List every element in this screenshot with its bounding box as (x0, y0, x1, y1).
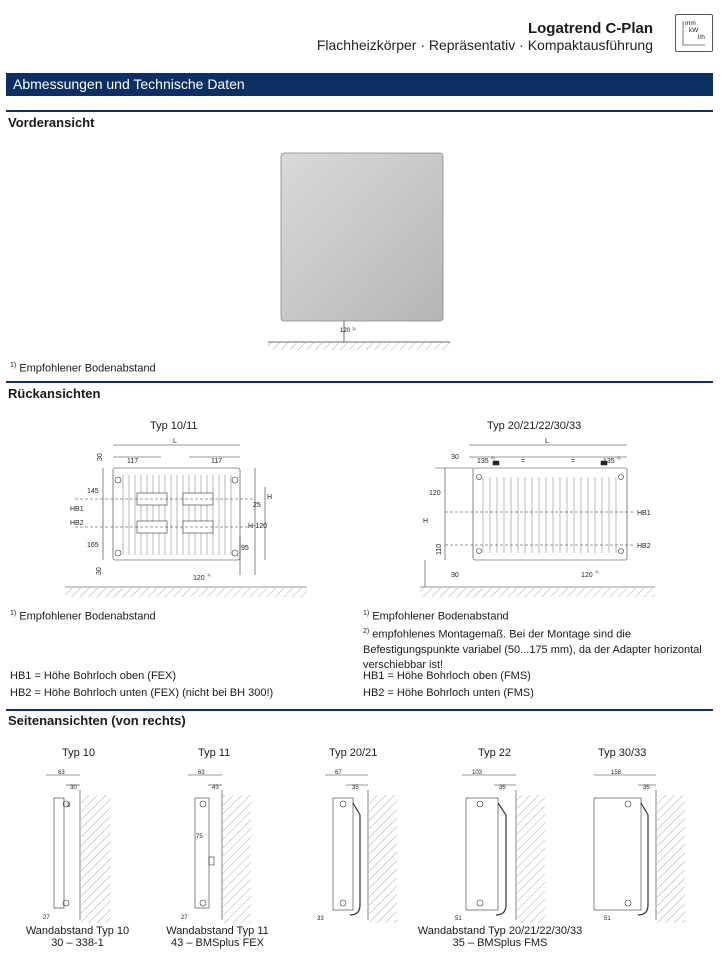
hb2-fms-note: HB2 = Höhe Bohrloch unten (FMS) (363, 687, 534, 699)
svg-text:27: 27 (43, 915, 50, 921)
side-caption-typ11: Wandabstand Typ 11 43 – BMSplus FEX (166, 925, 269, 949)
svg-text:H: H (267, 494, 273, 501)
svg-text:30: 30 (96, 567, 103, 575)
svg-text:75: 75 (196, 834, 203, 840)
svg-text:120: 120 (429, 490, 441, 497)
side-caption-typ20-33: Wandabstand Typ 20/21/22/30/33 35 – BMSplus FMS (417, 925, 583, 949)
rear-right-drawing (415, 435, 665, 605)
hb1-fex-note: HB1 = Höhe Bohrloch oben (FEX) (10, 670, 177, 682)
svg-text:35: 35 (643, 785, 650, 791)
svg-text:25: 25 (253, 502, 261, 509)
side-title-typ10: Typ 10 (62, 747, 96, 759)
side-view-drawings (0, 765, 725, 925)
svg-text:51: 51 (604, 916, 611, 922)
svg-text:103: 103 (472, 770, 483, 776)
side-title-typ3033: Typ 30/33 (598, 747, 647, 759)
svg-text:H-120: H-120 (248, 523, 268, 530)
side-caption-typ10: Wandabstand Typ 10 30 – 338-1 (25, 925, 130, 949)
svg-text:3: 3 (67, 803, 71, 809)
svg-text:30: 30 (451, 572, 459, 579)
section-banner: Abmessungen und Technische Daten (6, 73, 713, 96)
rear-left-footnote: $^{1)}$ Empfohlener Bodenabstand (10, 610, 156, 623)
front-floor-dim: 120 (340, 328, 351, 334)
rear-right-footnote-1: $^{1)}$ Empfohlener Bodenabstand (363, 610, 509, 623)
side-view-heading: Seitenansichten (von rechts) (8, 713, 186, 728)
svg-text:HB2: HB2 (637, 543, 651, 550)
svg-text:51: 51 (455, 916, 462, 922)
svg-text:117: 117 (211, 458, 223, 465)
svg-text:2): 2) (491, 455, 495, 460)
svg-text:43: 43 (212, 785, 219, 791)
side-title-typ2021: Typ 20/21 (329, 747, 378, 759)
rear-right-title: Typ 20/21/22/30/33 (487, 420, 582, 432)
rear-right-footnote-2: $^{2)}$ empfohlenes Montagemaß. Bei der Montage sind die Befestigungspunkte variabel (50...175 mm), da der Adapter horizontal verschiebbar ist! (363, 628, 702, 671)
units-arrow-icon (679, 21, 709, 49)
svg-text:67: 67 (335, 770, 342, 776)
product-subtitle: Flachheizkörper · Repräsentativ · Kompaktausführung (316, 37, 653, 53)
side-title-typ11: Typ 11 (198, 747, 231, 759)
svg-text:1): 1) (207, 572, 211, 577)
svg-text:1): 1) (595, 569, 599, 574)
svg-text:30: 30 (451, 454, 459, 461)
svg-text:158: 158 (611, 770, 622, 776)
svg-text:165: 165 (87, 542, 99, 549)
front-view-heading: Vorderansicht (8, 115, 95, 130)
svg-text:33: 33 (317, 916, 324, 922)
svg-text:135: 135 (603, 458, 615, 465)
svg-text:=: = (571, 458, 576, 465)
svg-text:135: 135 (477, 458, 489, 465)
svg-text:1): 1) (352, 326, 356, 331)
divider (6, 709, 713, 711)
svg-text:117: 117 (127, 458, 139, 465)
units-icon: mm kW l/h (675, 14, 713, 52)
hb1-fms-note: HB1 = Höhe Bohrloch oben (FMS) (363, 670, 531, 682)
front-view-drawing (260, 150, 460, 360)
svg-text:30: 30 (70, 785, 77, 791)
svg-text:30: 30 (97, 453, 104, 461)
svg-text:HB2: HB2 (70, 520, 84, 527)
rear-view-heading: Rückansichten (8, 386, 101, 401)
divider (6, 381, 713, 383)
rear-left-drawing (55, 435, 315, 605)
svg-text:HB1: HB1 (70, 506, 84, 513)
svg-text:=: = (521, 458, 526, 465)
hb2-fex-note: HB2 = Höhe Bohrloch unten (FEX) (nicht bei BH 300!) (10, 687, 274, 699)
divider (6, 110, 713, 112)
svg-text:L: L (173, 438, 177, 445)
svg-text:27: 27 (181, 915, 188, 921)
svg-text:63: 63 (198, 770, 205, 776)
svg-text:H: H (423, 518, 429, 525)
front-footnote: $^{1)}$ Empfohlener Bodenabstand (10, 362, 156, 375)
svg-text:95: 95 (241, 545, 249, 552)
svg-text:110: 110 (436, 543, 443, 555)
rear-left-title: Typ 10/11 (150, 420, 198, 432)
svg-text:HB1: HB1 (637, 510, 651, 517)
svg-text:35: 35 (352, 785, 359, 791)
svg-text:145: 145 (87, 488, 99, 495)
svg-text:120: 120 (193, 575, 205, 582)
product-title: Logatrend C-Plan (527, 20, 653, 37)
svg-text:L: L (545, 438, 549, 445)
svg-text:35: 35 (499, 785, 506, 791)
svg-text:63: 63 (58, 770, 65, 776)
side-title-typ22: Typ 22 (478, 747, 512, 759)
svg-text:2): 2) (617, 455, 621, 460)
svg-text:120: 120 (581, 572, 593, 579)
